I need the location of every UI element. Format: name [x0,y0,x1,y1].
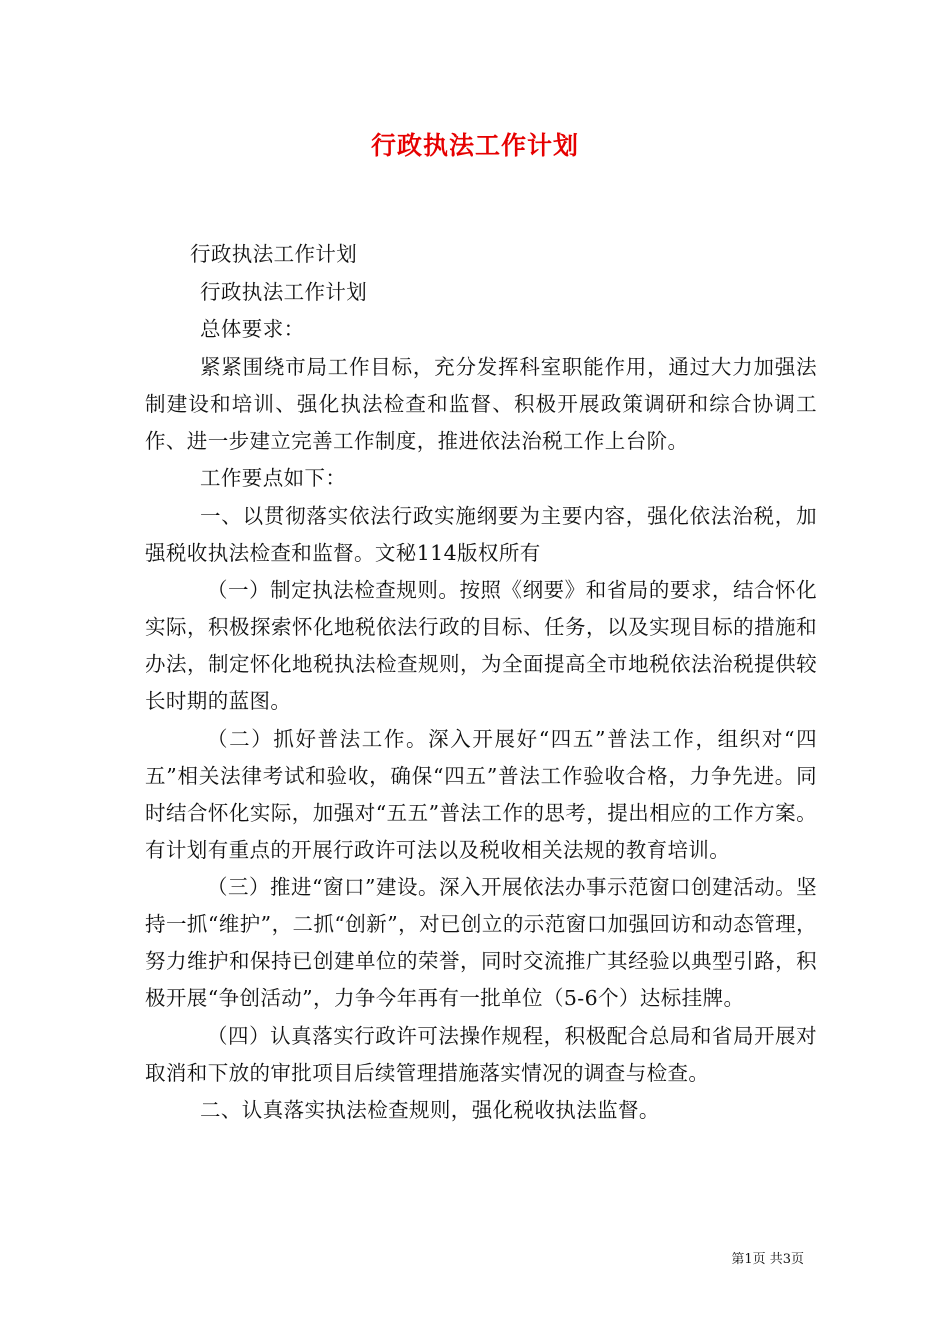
paragraph-item-4: （四）认真落实行政许可法操作规程，积极配合总局和省局开展对取消和下放的审批项目后续管理措施落实情况的调查与检查。 [145,1023,817,1085]
document-title: 行政执法工作计划 [370,131,579,160]
paragraph-overall-requirements: 总体要求： [200,317,305,341]
paragraph-item-2: （二）抓好普法工作。深入开展好“四五”普法工作，组织对“四五”相关法律考试和验收，确保“四五”普法工作验收合格，力争先进。同时结合怀化实际，加强对“五五”普法工作的思考，提出相应的工作方案。有计划有重点的开展行政许可法以及税收相关法规的教育培训。 [145,726,817,862]
paragraph-heading-1: 行政执法工作计划 [190,242,358,266]
paragraph-item-3: （三）推进“窗口”建设。深入开展依法办事示范窗口创建活动。坚持一抓“维护”，二抓“创新”，对已创立的示范窗口加强回访和动态管理，努力维护和保持已创建单位的荣誉，同时交流推广其经验以典型引路，积极开展“争创活动”，力争今年再有一批单位（5-6个）达标挂牌。 [145,875,817,1010]
paragraph-item-1: （一）制定执法检查规则。按照《纲要》和省局的要求，结合怀化实际，积极探索怀化地税依法行政的目标、任务，以及实现目标的措施和办法，制定怀化地税执法检查规则，为全面提高全市地税依法治税提供较长时期的蓝图。 [145,578,817,713]
paragraph-work-points: 工作要点如下： [200,466,347,490]
paragraph-section-two: 二、认真落实执法检查规则，强化税收执法监督。 [200,1098,660,1122]
paragraph-heading-2: 行政执法工作计划 [200,279,368,304]
page-number: 第1页 共3页 [731,1252,804,1267]
document-body [145,236,817,1130]
paragraph-section-one: 一、以贯彻落实依法行政实施纲要为主要内容，强化依法治税，加强税收执法检查和监督。文秘114版权所有 [145,503,817,565]
paragraph-requirements-body: 紧紧围绕市局工作目标，充分发挥科室职能作用，通过大力加强法制建设和培训、强化执法检查和监督、积极开展政策调研和综合协调工作、进一步建立完善工作制度，推进依法治税工作上台阶。 [145,354,817,453]
